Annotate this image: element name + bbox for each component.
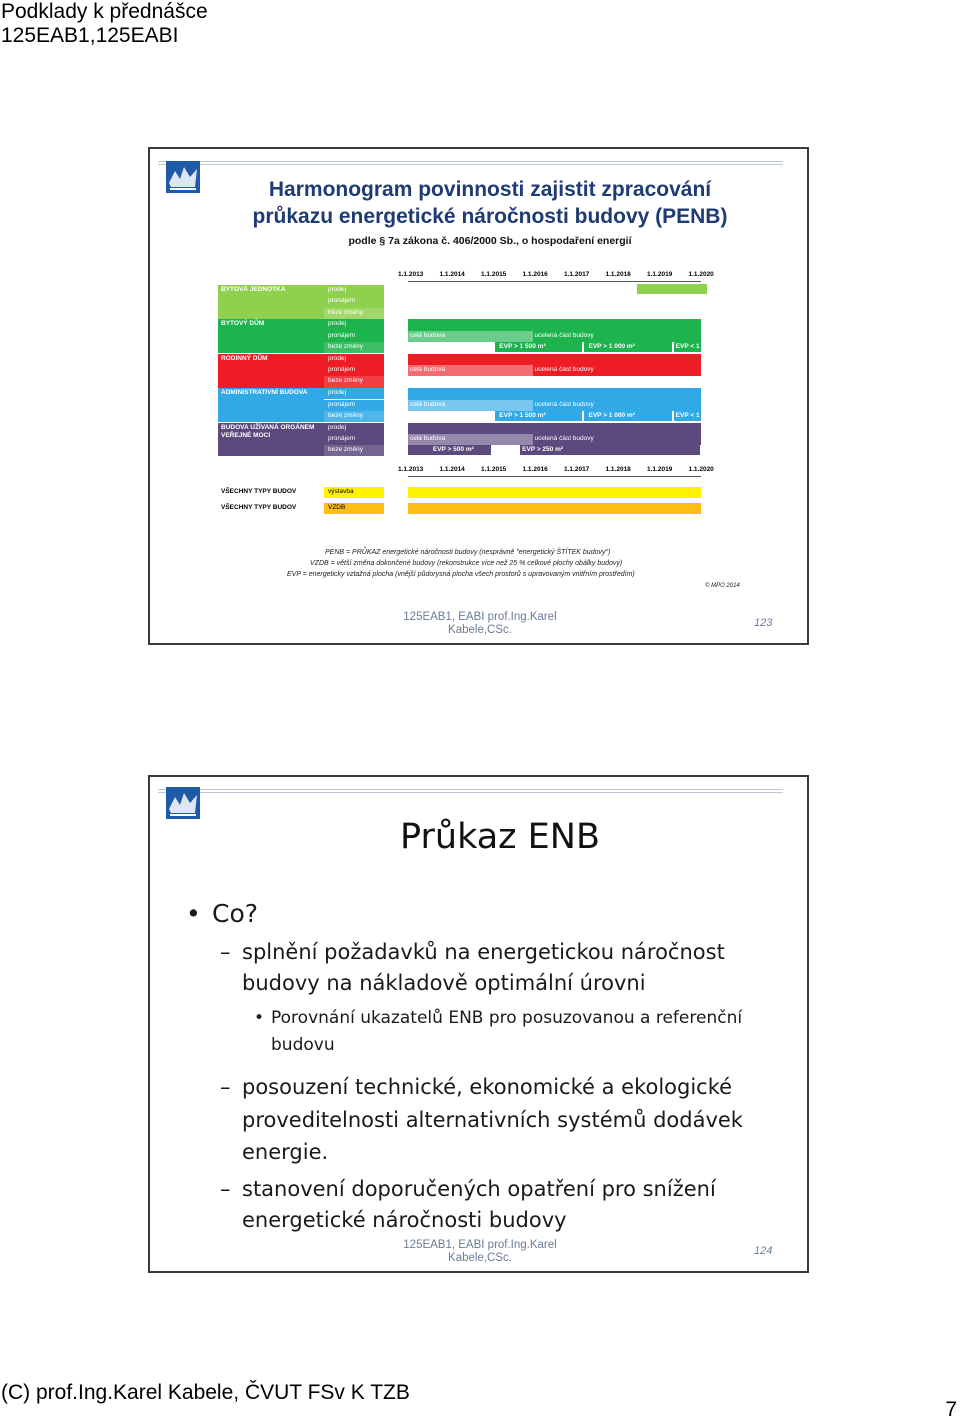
bar-label: EVP < 1 000 m²	[675, 343, 722, 350]
year-label: 1.1.2014	[439, 466, 465, 473]
bar-label: ucelená část budovy	[534, 434, 594, 442]
row-label: prodej	[328, 423, 347, 431]
item-3-line1: posouzení technické, ekonomické a ekologické	[242, 1075, 733, 1099]
group-name: BUDOVA UŽÍVANÁ ORGÁNEM VEŘEJNÉ MOCI	[221, 423, 315, 439]
slide-footer-line1: 125EAB1, EABI prof.Ing.Karel	[403, 611, 557, 623]
row-label: beze změny	[328, 343, 364, 350]
bar-label: ucelená část budovy	[534, 400, 594, 408]
row-label: beze změny	[328, 308, 364, 316]
group-name: ADMINISTRATIVNÍ BUDOVA	[221, 389, 308, 397]
dash-marker: –	[220, 1075, 231, 1099]
item-3-line2: proveditelnosti alternativních systémů dodávek	[242, 1108, 743, 1132]
slide-decor-lines	[158, 161, 783, 169]
bar-label: celá budova	[410, 331, 446, 339]
row-label: beze změny	[328, 377, 364, 385]
year-label: 1.1.2014	[439, 271, 465, 278]
all-types-name: VŠECHNY TYPY BUDOV	[221, 488, 297, 495]
group-name: BYTOVÁ JEDNOTKA	[221, 286, 286, 293]
bar-label: EVP > 1 000 m²	[588, 343, 635, 350]
top-green-strip	[637, 284, 707, 294]
all-types-bar	[408, 487, 701, 498]
slide-number: 123	[754, 617, 773, 629]
year-label: 1.1.2019	[647, 271, 673, 278]
timeline-axis	[408, 476, 701, 477]
subbullet-dot: •	[254, 1008, 265, 1028]
dash-marker: –	[220, 940, 231, 964]
item-2-line2: budovu	[271, 1035, 335, 1055]
year-label: 1.1.2013	[398, 466, 424, 473]
all-types-label: výstavba	[328, 488, 354, 495]
harmonogram-chart	[218, 271, 740, 521]
bullet-co: Co?	[212, 899, 259, 928]
row-label: pronájem	[328, 434, 356, 442]
group-name: RODINNÝ DŮM	[221, 354, 268, 362]
bar-label: EVP > 1 000 m²	[588, 411, 635, 419]
item-1-line1: splnění požadavků na energetickou náročnost	[242, 940, 725, 964]
slide-footer-author	[380, 611, 580, 637]
slide-number: 124	[754, 1245, 773, 1257]
slide-subtitle: podle § 7a zákona č. 406/2000 Sb., o hospodaření energií	[348, 235, 632, 247]
timeline-axis	[408, 281, 701, 282]
row-label: beze změny	[328, 411, 364, 419]
bar-label: EVP < 1 000 m²	[675, 411, 722, 419]
slide-123	[148, 147, 809, 645]
dash-marker: –	[220, 1177, 231, 1201]
year-label: 1.1.2016	[522, 466, 548, 473]
row-label: pronájem	[328, 331, 356, 339]
bar-label: ucelená část budovy	[534, 366, 594, 374]
row-label: prodej	[328, 286, 347, 293]
bar-label: ucelená část budovy	[534, 331, 594, 339]
slide-decor-lines	[158, 789, 783, 797]
year-label: 1.1.2020	[688, 466, 714, 473]
page-footer: (C) prof.Ing.Karel Kabele, ČVUT FSv K TZB	[1, 1381, 410, 1404]
slide-footer-line2: Kabele,CSc.	[448, 1252, 512, 1264]
year-label: 1.1.2017	[564, 271, 590, 278]
item-2-line1: Porovnání ukazatelů ENB pro posuzovanou a referenční	[271, 1008, 743, 1028]
year-label: 1.1.2020	[688, 271, 714, 278]
slide-footer-author	[380, 1239, 580, 1265]
year-label: 1.1.2017	[564, 466, 590, 473]
row-label: pronájem	[328, 297, 356, 305]
header-course: 125EAB1,125EABI	[1, 24, 179, 47]
slide-title-line2: průkazu energetické náročnosti budovy (PENB)	[252, 205, 728, 228]
group-name: BYTOVÝ DŮM	[221, 320, 265, 328]
bar-label: EVP > 1 500 m²	[499, 411, 546, 419]
header-title: Podklady k přednášce	[1, 0, 208, 23]
year-label: 1.1.2019	[647, 466, 673, 473]
note-penb: PENB = PRŮKAZ energetické náročnosti budovy (nesprávně "energetický ŠTÍTEK budovy")	[325, 549, 611, 556]
year-label: 1.1.2018	[605, 271, 631, 278]
all-types-bar	[408, 503, 701, 514]
bar-label: EVP > 1 500 m²	[499, 343, 546, 350]
note-vzdb: VZDB = větší změna dokončené budovy (rekonstrukce více než 25 % celkové plochy obálky budovy)	[310, 560, 623, 567]
item-1-line2: budovy na nákladově optimální úrovni	[242, 971, 646, 995]
row-label: prodej	[328, 354, 347, 362]
bar-label: celá budova	[410, 366, 446, 374]
bullet-dot: •	[186, 899, 201, 928]
row-label: prodej	[328, 389, 347, 397]
page-number: 7	[945, 1398, 957, 1421]
slide-footer-line2: Kabele,CSc.	[448, 624, 512, 636]
all-types-name: VŠECHNY TYPY BUDOV	[221, 504, 297, 511]
item-4-line1: stanovení doporučených opatření pro snížení	[242, 1177, 716, 1201]
bar-label: EVP > 500 m²	[432, 446, 474, 454]
copyright: © MPO 2014	[705, 583, 740, 589]
item-4-line2: energetické náročnosti budovy	[242, 1208, 567, 1232]
row-label: prodej	[328, 320, 347, 328]
year-label: 1.1.2018	[605, 466, 631, 473]
slide-title-line1: Harmonogram povinnosti zajistit zpracování	[268, 178, 712, 201]
slide-footer-line1: 125EAB1, EABI prof.Ing.Karel	[403, 1239, 557, 1251]
row-label: beze změny	[328, 446, 364, 454]
item-3-line3: energie.	[242, 1140, 329, 1164]
row-label: pronájem	[328, 400, 356, 408]
university-logo	[166, 787, 200, 819]
slide-124	[148, 775, 809, 1273]
note-evp: EVP = energeticky vztažná plocha (vnější půdorysná plocha všech prostorů s upravovaným vnitřním prostředím)	[287, 571, 635, 578]
bar-label: celá budova	[410, 434, 446, 442]
year-label: 1.1.2013	[398, 271, 424, 278]
bar-label: celá budova	[410, 400, 446, 408]
university-logo	[166, 161, 200, 193]
all-types-label: VZDB	[328, 504, 346, 511]
year-label: 1.1.2016	[522, 271, 548, 278]
slide-title: Průkaz ENB	[400, 817, 600, 857]
bar-label: EVP > 250 m²	[522, 446, 564, 454]
row-label: pronájem	[328, 366, 356, 374]
year-label: 1.1.2015	[481, 466, 507, 473]
year-label: 1.1.2015	[481, 271, 507, 278]
